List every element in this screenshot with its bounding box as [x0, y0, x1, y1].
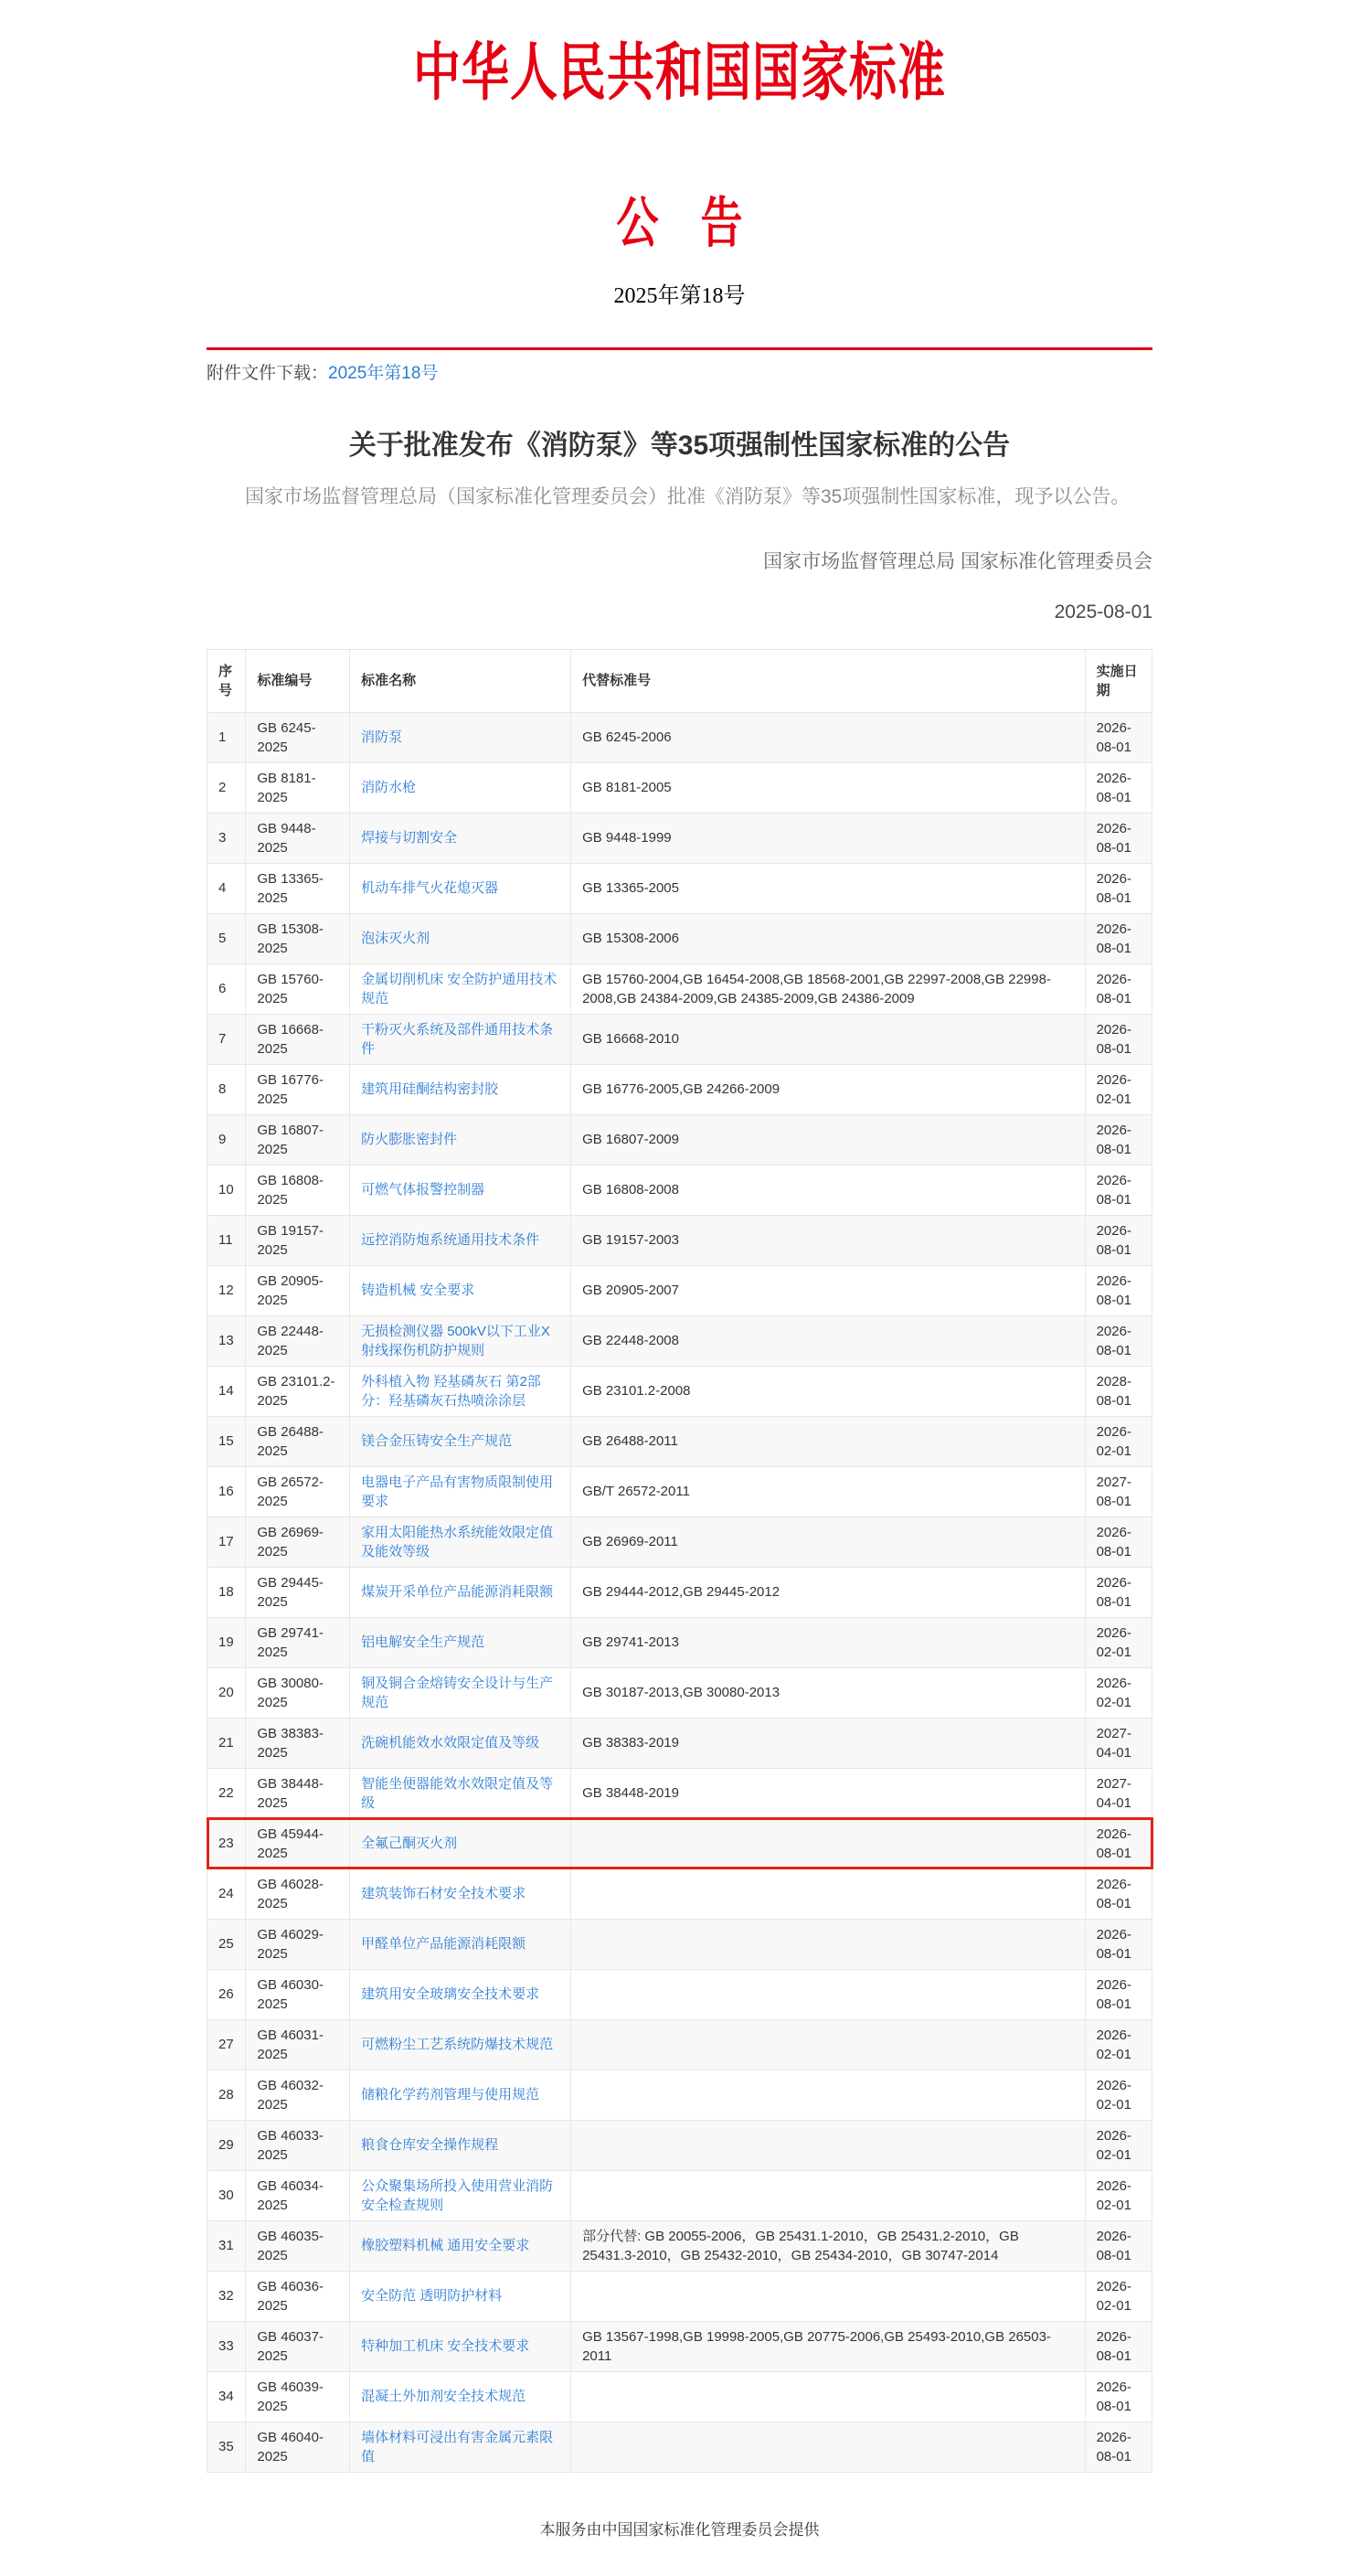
cell-no: 25	[207, 1919, 246, 1969]
table-row	[207, 863, 1152, 913]
cell-no: 15	[207, 1416, 246, 1466]
standard-name-link[interactable]: 粮食仓库安全操作规程	[361, 2137, 499, 2153]
issue-number: 2025年第18号	[613, 284, 746, 308]
cell-standard-code: GB 46035-2025	[246, 2220, 350, 2271]
cell-impl-date: 2026-08-01	[1085, 1114, 1152, 1165]
cell-impl-date: 2026-08-01	[1085, 963, 1152, 1014]
table-row	[207, 1969, 1152, 2019]
cell-standard-code: GB 15760-2025	[246, 963, 350, 1014]
cell-standard-code: GB 22448-2025	[246, 1315, 350, 1366]
standard-name-link[interactable]: 煤炭开采单位产品能源消耗限额	[361, 1584, 554, 1600]
cell-impl-date: 2026-08-01	[1085, 813, 1152, 863]
cell-impl-date: 2026-08-01	[1085, 1969, 1152, 2019]
notice-date: 2025-08-01	[1054, 601, 1152, 623]
cell-impl-date: 2026-02-01	[1085, 1064, 1152, 1114]
standard-name-link[interactable]: 外科植入物 羟基磷灰石 第2部分：羟基磷灰石热喷涂涂层	[361, 1373, 541, 1409]
cell-impl-date: 2026-08-01	[1085, 1567, 1152, 1617]
cell-standard-name	[350, 1567, 571, 1617]
cell-impl-date: 2026-08-01	[1085, 2220, 1152, 2271]
cell-standard-name	[350, 1718, 571, 1768]
cell-standard-name	[350, 2170, 571, 2220]
table-row	[207, 2019, 1152, 2070]
table-row	[207, 1215, 1152, 1265]
cell-replaced-codes: GB 15760-2004,GB 16454-2008,GB 18568-2001,GB 22997-2008,GB 22998-2008,GB 24384-2009,GB 24385-2009,GB 24386-2009	[571, 963, 1086, 1014]
table-row	[207, 1466, 1152, 1517]
table-row	[207, 1718, 1152, 1768]
standard-name-link[interactable]: 无损检测仪器 500kV以下工业X射线探伤机防护规则	[361, 1323, 550, 1358]
cell-no: 16	[207, 1466, 246, 1517]
cell-standard-name	[350, 2371, 571, 2422]
cell-standard-name	[350, 963, 571, 1014]
cell-standard-name	[350, 1667, 571, 1718]
cell-impl-date: 2026-02-01	[1085, 2120, 1152, 2170]
cell-standard-name	[350, 1517, 571, 1567]
standard-name-link[interactable]: 洗碗机能效水效限定值及等级	[361, 1735, 540, 1751]
cell-impl-date: 2026-02-01	[1085, 2019, 1152, 2070]
cell-impl-date: 2026-02-01	[1085, 1617, 1152, 1667]
cell-impl-date: 2026-08-01	[1085, 2321, 1152, 2371]
table-row	[207, 2120, 1152, 2170]
cell-no: 9	[207, 1114, 246, 1165]
standard-name-link[interactable]: 机动车排气火花熄灭器	[361, 880, 499, 896]
cell-standard-name	[350, 1315, 571, 1366]
notice-body: 国家市场监督管理总局（国家标准化管理委员会）批准《消防泵》等35项强制性国家标准，现予以公告。	[245, 486, 1131, 507]
cell-impl-date: 2026-08-01	[1085, 1014, 1152, 1064]
cell-standard-code: GB 26572-2025	[246, 1466, 350, 1517]
cell-impl-date: 2026-08-01	[1085, 2422, 1152, 2472]
cell-replaced-codes: GB 16808-2008	[571, 1165, 1086, 1215]
standard-name-link[interactable]: 建筑用硅酮结构密封胶	[361, 1081, 499, 1097]
cell-standard-name	[350, 1265, 571, 1315]
cell-no: 11	[207, 1215, 246, 1265]
column-header: 标准名称	[350, 649, 571, 712]
cell-replaced-codes: GB 13567-1998,GB 19998-2005,GB 20775-2006,GB 25493-2010,GB 26503-2011	[571, 2321, 1086, 2371]
cell-replaced-codes: GB 8181-2005	[571, 762, 1086, 813]
standard-name-link[interactable]: 电器电子产品有害物质限制使用要求	[361, 1474, 554, 1509]
cell-standard-code: GB 29741-2025	[246, 1617, 350, 1667]
cell-no: 28	[207, 2070, 246, 2120]
cell-standard-name	[350, 2220, 571, 2271]
standard-name-link[interactable]: 建筑用安全玻璃安全技术要求	[361, 1986, 540, 2002]
cell-replaced-codes	[571, 2371, 1086, 2422]
cell-replaced-codes: GB 26969-2011	[571, 1517, 1086, 1567]
cell-no: 21	[207, 1718, 246, 1768]
cell-replaced-codes: GB 20905-2007	[571, 1265, 1086, 1315]
cell-standard-code: GB 46036-2025	[246, 2271, 350, 2321]
cell-impl-date: 2026-02-01	[1085, 2170, 1152, 2220]
cell-standard-code: GB 46033-2025	[246, 2120, 350, 2170]
cell-impl-date: 2026-08-01	[1085, 1868, 1152, 1919]
table-row	[207, 1265, 1152, 1315]
cell-impl-date: 2026-08-01	[1085, 1517, 1152, 1567]
cell-no: 33	[207, 2321, 246, 2371]
table-row	[207, 2170, 1152, 2220]
table-row	[207, 1416, 1152, 1466]
footer-text: 本服务由中国国家标准化管理委员会提供	[539, 2520, 820, 2539]
cell-no: 4	[207, 863, 246, 913]
standards-table	[207, 649, 1152, 2473]
table-row	[207, 1114, 1152, 1165]
table-header	[207, 649, 1152, 712]
table-row	[207, 1014, 1152, 1064]
cell-impl-date: 2028-08-01	[1085, 1366, 1152, 1416]
cell-no: 5	[207, 913, 246, 963]
cell-standard-name	[350, 1768, 571, 1818]
cell-no: 19	[207, 1617, 246, 1667]
standard-name-link[interactable]: 干粉灭火系统及部件通用技术条件	[361, 1021, 554, 1057]
column-header: 序号	[207, 649, 246, 712]
standard-name-link[interactable]: 可燃气体报警控制器	[361, 1182, 485, 1198]
standard-name-link[interactable]: 铝电解安全生产规范	[361, 1634, 485, 1650]
table-row	[207, 2220, 1152, 2271]
cell-standard-name	[350, 2019, 571, 2070]
table-row	[207, 2422, 1152, 2472]
standard-name-link[interactable]: 甲醛单位产品能源消耗限额	[361, 1936, 526, 1952]
standard-name-link[interactable]: 远控消防炮系统通用技术条件	[361, 1232, 540, 1248]
cell-standard-name	[350, 863, 571, 913]
table-row	[207, 1919, 1152, 1969]
cell-impl-date: 2026-08-01	[1085, 1818, 1152, 1868]
cell-standard-code: GB 13365-2025	[246, 863, 350, 913]
standard-name-link[interactable]: 防火膨胀密封件	[361, 1132, 458, 1147]
cell-standard-code: GB 26488-2025	[246, 1416, 350, 1466]
table-row	[207, 2371, 1152, 2422]
cell-standard-name	[350, 1114, 571, 1165]
cell-standard-code: GB 38448-2025	[246, 1768, 350, 1818]
cell-standard-name	[350, 1014, 571, 1064]
cell-impl-date: 2026-08-01	[1085, 1165, 1152, 1215]
cell-impl-date: 2026-08-01	[1085, 762, 1152, 813]
cell-standard-name	[350, 762, 571, 813]
cell-standard-code: GB 16668-2025	[246, 1014, 350, 1064]
cell-standard-code: GB 16807-2025	[246, 1114, 350, 1165]
table-row	[207, 1517, 1152, 1567]
cell-standard-name	[350, 1466, 571, 1517]
standard-name-link[interactable]: 橡胶塑料机械 通用安全要求	[361, 2238, 530, 2253]
standard-name-link[interactable]: 安全防范 透明防护材料	[361, 2288, 503, 2304]
cell-replaced-codes: GB 29444-2012,GB 29445-2012	[571, 1567, 1086, 1617]
standard-name-link[interactable]: 可燃粉尘工艺系统防爆技术规范	[361, 2037, 554, 2052]
standard-name-link[interactable]: 镁合金压铸安全生产规范	[361, 1433, 513, 1449]
cell-replaced-codes: GB 38383-2019	[571, 1718, 1086, 1768]
cell-standard-code: GB 46039-2025	[246, 2371, 350, 2422]
column-header: 实施日期	[1085, 649, 1152, 712]
table-row	[207, 2321, 1152, 2371]
cell-standard-name	[350, 712, 571, 762]
cell-replaced-codes: GB 19157-2003	[571, 1215, 1086, 1265]
cell-no: 12	[207, 1265, 246, 1315]
table-row	[207, 762, 1152, 813]
table-row	[207, 963, 1152, 1014]
cell-standard-code: GB 46029-2025	[246, 1919, 350, 1969]
column-header: 标准编号	[246, 649, 350, 712]
cell-standard-name	[350, 2120, 571, 2170]
cell-impl-date: 2027-08-01	[1085, 1466, 1152, 1517]
cell-no: 32	[207, 2271, 246, 2321]
table-row	[207, 1567, 1152, 1617]
cell-replaced-codes: GB 9448-1999	[571, 813, 1086, 863]
cell-standard-code: GB 46040-2025	[246, 2422, 350, 2472]
cell-replaced-codes: GB/T 26572-2011	[571, 1466, 1086, 1517]
cell-standard-name	[350, 813, 571, 863]
standard-name-link[interactable]: 泡沫灭火剂	[361, 931, 430, 946]
cell-replaced-codes: GB 23101.2-2008	[571, 1366, 1086, 1416]
cell-no: 10	[207, 1165, 246, 1215]
cell-standard-name	[350, 1617, 571, 1667]
cell-no: 2	[207, 762, 246, 813]
attachment-label: 附件文件下载：	[207, 364, 329, 383]
standard-name-link[interactable]: 铸造机械 安全要求	[361, 1283, 475, 1298]
cell-standard-code: GB 23101.2-2025	[246, 1366, 350, 1416]
cell-standard-code: GB 46028-2025	[246, 1868, 350, 1919]
cell-impl-date: 2026-08-01	[1085, 1919, 1152, 1969]
cell-replaced-codes: GB 16807-2009	[571, 1114, 1086, 1165]
cell-replaced-codes: GB 29741-2013	[571, 1617, 1086, 1667]
table-row	[207, 1315, 1152, 1366]
cell-standard-code: GB 26969-2025	[246, 1517, 350, 1567]
cell-replaced-codes: GB 22448-2008	[571, 1315, 1086, 1366]
cell-no: 23	[207, 1818, 246, 1868]
content-area	[207, 33, 1152, 2539]
notice-title: 关于批准发布《消防泵》等35项强制性国家标准的公告	[348, 431, 1011, 461]
cell-impl-date: 2026-08-01	[1085, 863, 1152, 913]
cell-standard-code: GB 46037-2025	[246, 2321, 350, 2371]
cell-standard-code: GB 38383-2025	[246, 1718, 350, 1768]
cell-standard-code: GB 46031-2025	[246, 2019, 350, 2070]
cell-no: 24	[207, 1868, 246, 1919]
standard-name-link[interactable]: 金属切削机床 安全防护通用技术规范	[361, 971, 557, 1006]
attachment-row	[207, 359, 1152, 384]
cell-no: 35	[207, 2422, 246, 2472]
cell-no: 27	[207, 2019, 246, 2070]
cell-standard-name	[350, 1969, 571, 2019]
cell-no: 14	[207, 1366, 246, 1416]
cell-impl-date: 2026-02-01	[1085, 1667, 1152, 1718]
cell-standard-code: GB 15308-2025	[246, 913, 350, 963]
cell-standard-name	[350, 1366, 571, 1416]
cell-standard-code: GB 9448-2025	[246, 813, 350, 863]
cell-standard-code: GB 16776-2025	[246, 1064, 350, 1114]
cell-standard-name	[350, 1165, 571, 1215]
table-body	[207, 712, 1152, 2472]
cell-standard-name	[350, 2271, 571, 2321]
standard-name-link[interactable]: 墙体材料可浸出有害金属元素限值	[361, 2429, 554, 2464]
cell-standard-code: GB 16808-2025	[246, 1165, 350, 1215]
cell-impl-date: 2027-04-01	[1085, 1718, 1152, 1768]
cell-replaced-codes: GB 6245-2006	[571, 712, 1086, 762]
cell-replaced-codes	[571, 2271, 1086, 2321]
cell-no: 26	[207, 1969, 246, 2019]
cell-replaced-codes	[571, 1868, 1086, 1919]
standard-name-link[interactable]: 消防泵	[361, 729, 403, 745]
table-row	[207, 1667, 1152, 1718]
cell-standard-name	[350, 1818, 571, 1868]
cell-no: 17	[207, 1517, 246, 1567]
table-row	[207, 2070, 1152, 2120]
table-header-row	[207, 649, 1152, 712]
cell-no: 20	[207, 1667, 246, 1718]
cell-replaced-codes: GB 30187-2013,GB 30080-2013	[571, 1667, 1086, 1718]
standard-name-link[interactable]: 焊接与切割安全	[361, 830, 458, 846]
cell-replaced-codes	[571, 1969, 1086, 2019]
table-row	[207, 1868, 1152, 1919]
cell-standard-name	[350, 1868, 571, 1919]
standard-name-link[interactable]: 储粮化学药剂管理与使用规范	[361, 2087, 540, 2102]
cell-replaced-codes: GB 38448-2019	[571, 1768, 1086, 1818]
cell-no: 7	[207, 1014, 246, 1064]
cell-replaced-codes: GB 13365-2005	[571, 863, 1086, 913]
cell-replaced-codes	[571, 2422, 1086, 2472]
cell-impl-date: 2026-08-01	[1085, 712, 1152, 762]
cell-impl-date: 2026-08-01	[1085, 1215, 1152, 1265]
page-subtitle: 公 告	[616, 193, 743, 254]
cell-standard-code: GB 19157-2025	[246, 1215, 350, 1265]
cell-replaced-codes	[571, 2019, 1086, 2070]
cell-no: 34	[207, 2371, 246, 2422]
cell-standard-code: GB 8181-2025	[246, 762, 350, 813]
cell-standard-code: GB 45944-2025	[246, 1818, 350, 1868]
cell-standard-name	[350, 1919, 571, 1969]
cell-standard-name	[350, 1064, 571, 1114]
cell-no: 6	[207, 963, 246, 1014]
cell-standard-name	[350, 2321, 571, 2371]
cell-replaced-codes: 部分代替: GB 20055-2006，GB 25431.1-2010，GB 25431.2-2010，GB 25431.3-2010，GB 25432-2010，GB 25434-2010，GB 30747-2014	[571, 2220, 1086, 2271]
standard-name-link[interactable]: 混凝土外加剂安全技术规范	[361, 2389, 526, 2404]
table-row	[207, 913, 1152, 963]
cell-standard-name	[350, 1416, 571, 1466]
cell-no: 3	[207, 813, 246, 863]
cell-replaced-codes: GB 16776-2005,GB 24266-2009	[571, 1064, 1086, 1114]
cell-replaced-codes	[571, 2170, 1086, 2220]
cell-standard-name	[350, 913, 571, 963]
cell-impl-date: 2026-02-01	[1085, 2070, 1152, 2120]
cell-standard-name	[350, 2422, 571, 2472]
cell-standard-code: GB 30080-2025	[246, 1667, 350, 1718]
page-title: 中华人民共和国国家标准	[412, 39, 946, 110]
standard-name-link[interactable]: 建筑装饰石材安全技术要求	[361, 1886, 526, 1901]
cell-replaced-codes	[571, 1919, 1086, 1969]
cell-no: 8	[207, 1064, 246, 1114]
cell-no: 13	[207, 1315, 246, 1366]
table-row	[207, 1064, 1152, 1114]
table-row	[207, 1366, 1152, 1416]
cell-standard-name	[350, 1215, 571, 1265]
standard-name-link[interactable]: 智能坐便器能效水效限定值及等级	[361, 1775, 554, 1811]
table-row	[207, 1165, 1152, 1215]
cell-no: 1	[207, 712, 246, 762]
cell-standard-code: GB 6245-2025	[246, 712, 350, 762]
cell-impl-date: 2026-02-01	[1085, 2271, 1152, 2321]
cell-replaced-codes	[571, 2070, 1086, 2120]
cell-no: 29	[207, 2120, 246, 2170]
cell-impl-date: 2026-08-01	[1085, 1315, 1152, 1366]
table-row	[207, 2271, 1152, 2321]
cell-replaced-codes	[571, 1818, 1086, 1868]
column-header: 代替标准号	[571, 649, 1086, 712]
cell-impl-date: 2026-02-01	[1085, 1416, 1152, 1466]
cell-no: 18	[207, 1567, 246, 1617]
standard-name-link[interactable]: 铜及铜合金熔铸安全设计与生产规范	[361, 1675, 554, 1710]
standard-name-link[interactable]: 公众聚集场所投入使用营业消防安全检查规则	[361, 2177, 554, 2213]
standard-name-link[interactable]: 消防水枪	[361, 780, 417, 795]
table-row	[207, 1768, 1152, 1818]
cell-replaced-codes: GB 16668-2010	[571, 1014, 1086, 1064]
table-row	[207, 712, 1152, 762]
cell-no: 31	[207, 2220, 246, 2271]
cell-standard-code: GB 29445-2025	[246, 1567, 350, 1617]
cell-impl-date: 2026-08-01	[1085, 913, 1152, 963]
cell-standard-code: GB 46032-2025	[246, 2070, 350, 2120]
standard-name-link[interactable]: 全氟己酮灭火剂	[361, 1836, 458, 1851]
cell-replaced-codes: GB 26488-2011	[571, 1416, 1086, 1466]
cell-replaced-codes	[571, 2120, 1086, 2170]
cell-impl-date: 2026-08-01	[1085, 1265, 1152, 1315]
attachment-link[interactable]: 2025年第18号	[328, 364, 439, 383]
cell-standard-code: GB 20905-2025	[246, 1265, 350, 1315]
cell-no: 30	[207, 2170, 246, 2220]
cell-standard-code: GB 46030-2025	[246, 1969, 350, 2019]
table-row	[207, 813, 1152, 863]
standard-name-link[interactable]: 特种加工机床 安全技术要求	[361, 2338, 530, 2354]
table-row	[207, 1818, 1152, 1868]
cell-impl-date: 2026-08-01	[1085, 2371, 1152, 2422]
cell-standard-name	[350, 2070, 571, 2120]
notice-signature: 国家市场监督管理总局 国家标准化管理委员会	[763, 550, 1152, 572]
cell-standard-code: GB 46034-2025	[246, 2170, 350, 2220]
cell-impl-date: 2027-04-01	[1085, 1768, 1152, 1818]
red-divider	[207, 347, 1152, 350]
standard-name-link[interactable]: 家用太阳能热水系统能效限定值及能效等级	[361, 1524, 554, 1559]
table-row	[207, 1617, 1152, 1667]
cell-no: 22	[207, 1768, 246, 1818]
cell-replaced-codes: GB 15308-2006	[571, 913, 1086, 963]
